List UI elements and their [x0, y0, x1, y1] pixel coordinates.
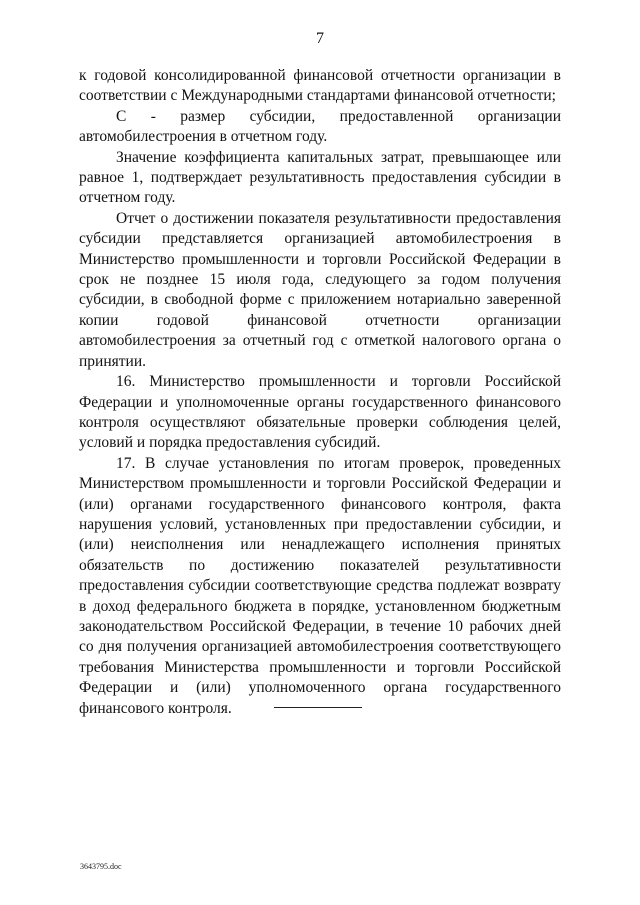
file-identifier: 3643795.doc: [80, 862, 122, 871]
paragraph: C - размер субсидии, предоставленной организации автомобилестроения в отчетном году.: [79, 107, 561, 146]
paragraph-item-16: 16. Министерство промышленности и торговли Российской Федерации и уполномоченные органы государственного финансового контроля осуществляют обязательные проверки соблюдения целей, условий и порядка предоставления субсидий.: [79, 373, 561, 452]
end-divider-line: [274, 707, 362, 708]
paragraph: к годовой консолидированной финансовой отчетности организации в соответствии с Международными стандартами финансовой отчетности;: [79, 67, 561, 105]
paragraph: Значение коэффициента капитальных затрат, превышающее или равное 1, подтверждает результативность предоставления субсидии в отчетном году.: [79, 148, 561, 207]
document-body: [79, 66, 561, 719]
paragraph-item-17: 17. В случае установления по итогам проверок, проведенных Министерством промышленности и торговли Российской Федерации и (или) органами государственного финансового контроля, факта нарушения условий, установленных при предоставлении субсидии, и (или) неисполнения или ненадлежащего исполнения принятых обязательств по достижению показателей результативности предоставления субсидии соответствующие средства подлежат возврату в доход федерального бюджета в порядке, установленном бюджетным законодательством Российской Федерации, в течение 10 рабочих дней со дня получения организацией автомобилестроения соответствующего требования Министерства промышленности и торговли Российской Федерации и (или) уполномоченного органа государственного финансового контроля.: [79, 454, 561, 717]
paragraph: Отчет о достижении показателя результативности предоставления субсидии представляется организацией автомобилестроения в Министерство промышленности и торговли Российской Федерации в срок не позднее 15 июля года, следующего за годом получения субсидии, в свободной форме с приложением нотариально заверенной копии годовой финансовой отчетности организации автомобилестроения за отчетный год с отметкой налогового органа о принятии.: [79, 209, 561, 370]
page-number: 7: [316, 30, 324, 47]
